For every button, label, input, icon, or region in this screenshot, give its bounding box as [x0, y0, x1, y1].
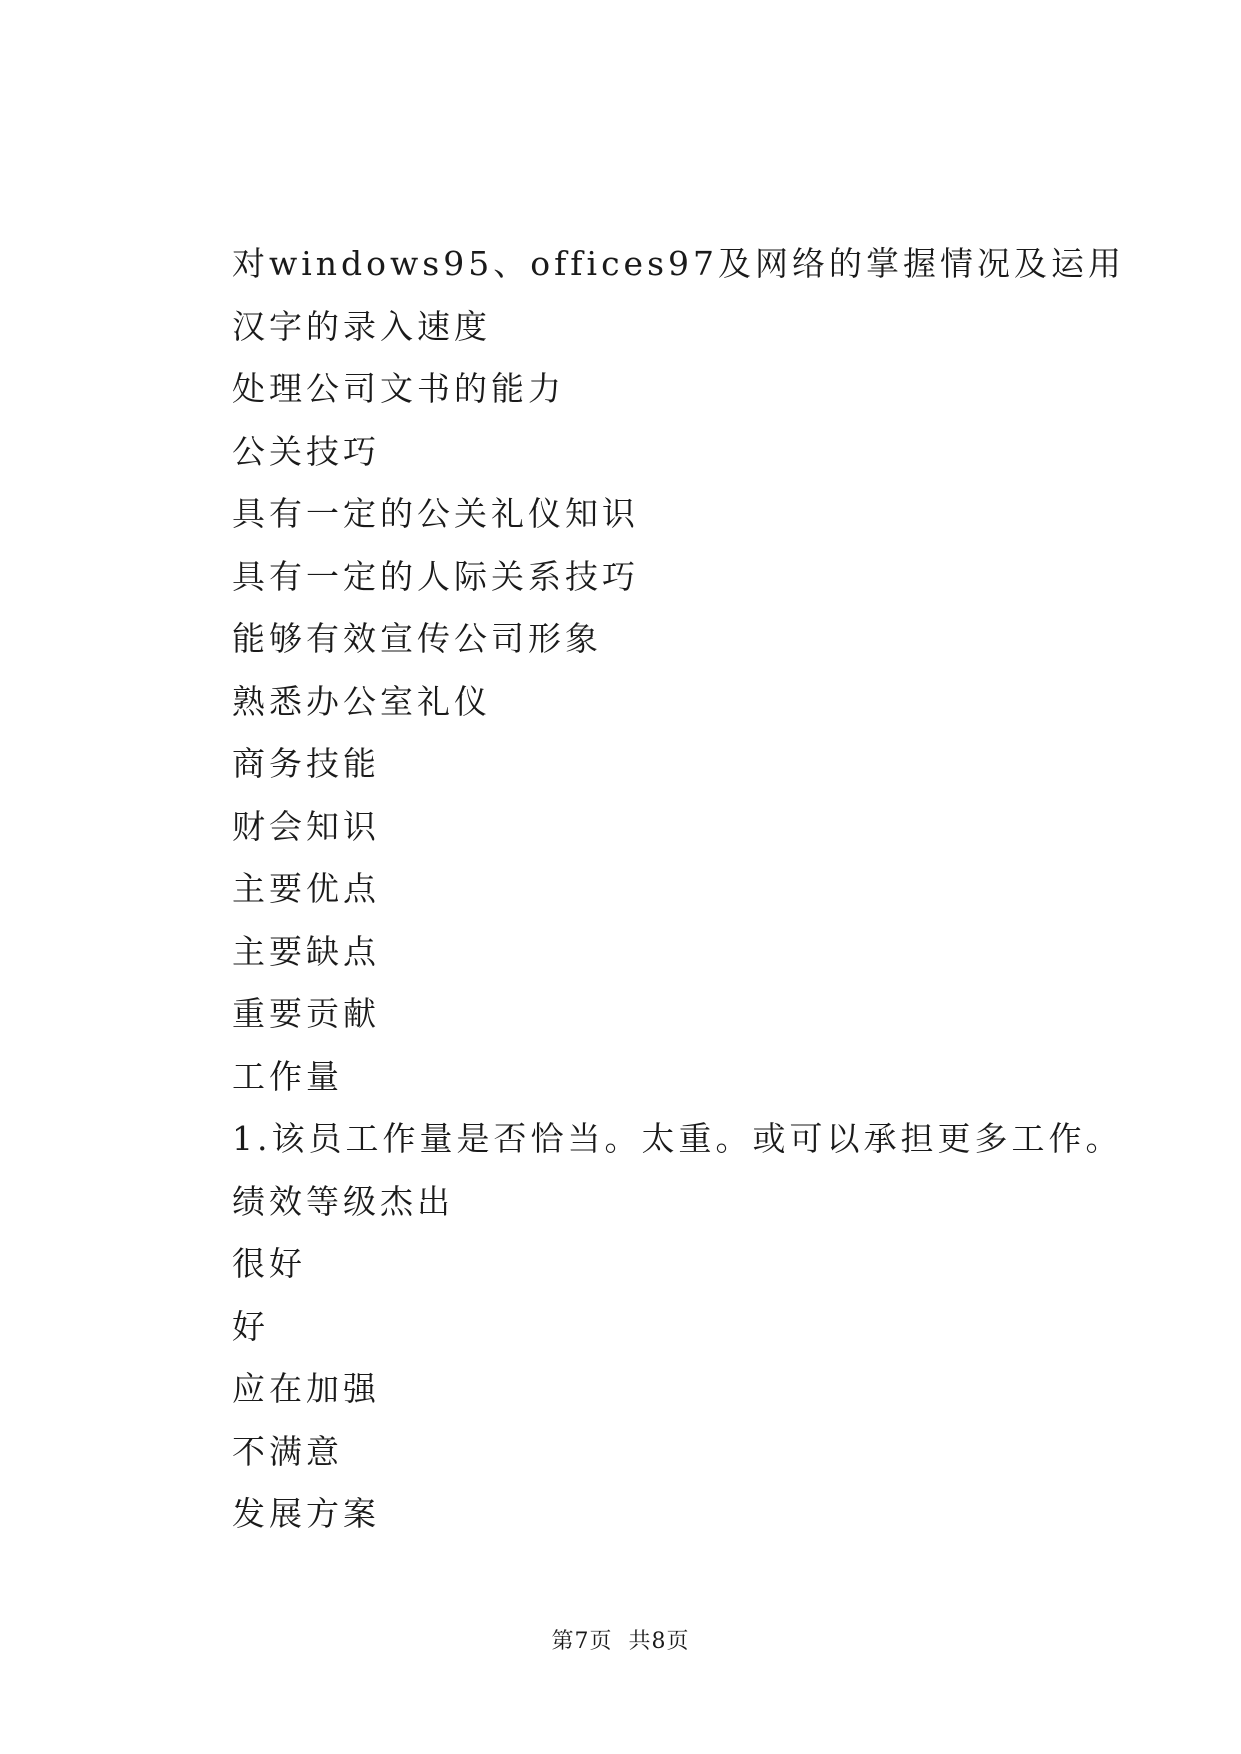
text-line: 绩效等级杰出	[232, 1181, 454, 1221]
text-line: 主要优点	[232, 869, 380, 908]
text-line: 应在加强	[232, 1369, 380, 1408]
text-line: 工作量	[232, 1056, 343, 1096]
text-line: 好	[232, 1306, 269, 1346]
page-total: 共8页	[628, 1629, 690, 1654]
text-line: 重要贡献	[232, 994, 380, 1033]
text-line: 熟悉办公室礼仪	[232, 681, 491, 721]
text-line: 具有一定的公关礼仪知识	[232, 494, 639, 533]
text-line: 商务技能	[232, 744, 380, 783]
text-line: 很好	[232, 1244, 306, 1283]
text-line: 能够有效宣传公司形象	[232, 619, 602, 658]
text-line: 财会知识	[232, 806, 380, 846]
text-line: 发展方案	[232, 1494, 380, 1533]
text-line: 1.该员工作量是否恰当。太重。或可以承担更多工作。	[232, 1119, 1123, 1158]
text-line: 对windows95、offices97及网络的掌握情况及运用	[232, 244, 1126, 283]
page-number: 第7页	[551, 1629, 613, 1654]
text-line: 不满意	[232, 1431, 343, 1471]
text-line: 具有一定的人际关系技巧	[232, 556, 639, 596]
text-line: 处理公司文书的能力	[232, 369, 565, 408]
page-footer	[0, 1624, 1241, 1655]
text-line: 公关技巧	[232, 431, 380, 471]
text-line: 汉字的录入速度	[232, 306, 491, 346]
document-body	[232, 233, 1132, 1546]
text-line: 主要缺点	[232, 931, 380, 971]
